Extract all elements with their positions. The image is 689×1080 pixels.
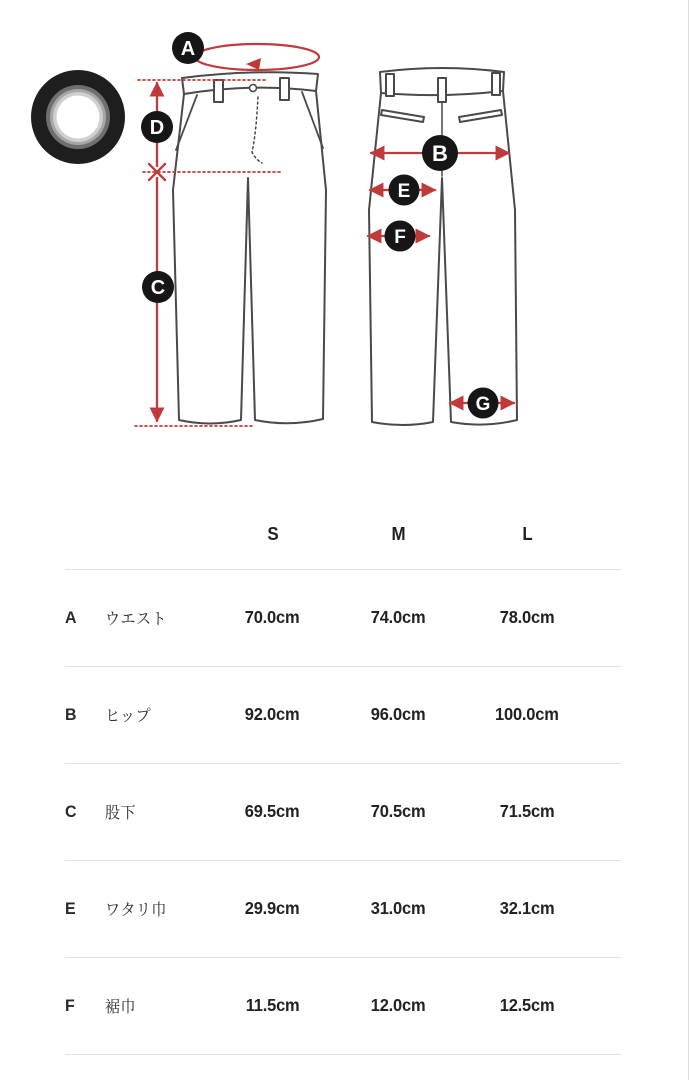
measure-badge-e: [389, 175, 420, 206]
fabric-roll-icon: [31, 70, 125, 164]
measure-value: 78.0cm: [499, 607, 555, 627]
measurement-diagram: [0, 0, 689, 460]
measure-value: 11.5cm: [245, 995, 300, 1015]
measure-value: 32.1cm: [499, 898, 555, 918]
table-row-inseam: [65, 763, 621, 860]
svg-text:C: C: [150, 277, 166, 299]
measure-key: C: [65, 801, 77, 821]
value-cell-s: [210, 860, 335, 957]
svg-text:A: A: [180, 38, 196, 60]
measure-key-cell: [65, 666, 105, 763]
measure-badge-g: [468, 388, 499, 419]
value-cell-l: [461, 763, 593, 860]
measure-value: 29.9cm: [245, 898, 300, 918]
header-spacer-cell: [105, 500, 210, 569]
measure-badge-f: [385, 221, 416, 252]
front-belt-loop-left: [214, 80, 223, 102]
measure-badge-c: [142, 271, 174, 303]
svg-text:E: E: [397, 181, 411, 202]
measure-badge-a: [172, 32, 204, 64]
measure-value: 74.0cm: [370, 607, 426, 627]
row-spacer-cell: [593, 860, 621, 957]
measure-value: 69.5cm: [245, 801, 300, 821]
front-pants-body: [173, 91, 326, 424]
measure-key: B: [65, 704, 77, 724]
size-column-label: M: [391, 523, 405, 544]
value-cell-m: [335, 569, 461, 666]
header-spacer-cell: [593, 500, 621, 569]
size-column-label: L: [521, 523, 533, 544]
measure-key-cell: [65, 569, 105, 666]
svg-text:D: D: [149, 117, 165, 139]
measure-value: 71.5cm: [499, 801, 555, 821]
measure-value: 12.5cm: [499, 995, 555, 1015]
measure-name: ヒップ: [105, 708, 152, 725]
table-row-hip: [65, 666, 621, 763]
waist-button: [250, 85, 257, 92]
measure-name: ウエスト: [105, 611, 168, 628]
table-row-hem-width: [65, 957, 621, 1054]
size-column-header-s: [210, 500, 335, 569]
measure-name-cell: [105, 860, 210, 957]
measure-key-cell: [65, 763, 105, 860]
measure-badge-b: [422, 135, 458, 171]
measure-name-cell: [105, 569, 210, 666]
value-cell-s: [210, 957, 335, 1054]
value-cell-l: [461, 666, 593, 763]
measure-key-cell: [65, 860, 105, 957]
measure-key: A: [65, 607, 77, 627]
front-belt-loop-right: [280, 78, 289, 100]
row-spacer-cell: [593, 763, 621, 860]
back-belt-loop-right: [492, 73, 500, 95]
value-cell-s: [210, 763, 335, 860]
measure-value: 31.0cm: [370, 898, 426, 918]
measure-name-cell: [105, 957, 210, 1054]
value-cell-l: [461, 860, 593, 957]
measure-value: 12.0cm: [370, 995, 426, 1015]
value-cell-m: [335, 860, 461, 957]
measure-name-cell: [105, 763, 210, 860]
value-cell-l: [461, 957, 593, 1054]
header-spacer-cell: [65, 500, 105, 569]
measure-name: 股下: [105, 805, 137, 822]
value-cell-m: [335, 666, 461, 763]
row-spacer-cell: [593, 957, 621, 1054]
size-header-row: [65, 500, 621, 569]
front-pants-diagram: [173, 72, 326, 423]
row-spacer-cell: [593, 666, 621, 763]
svg-text:G: G: [475, 394, 491, 415]
measure-name: ワタリ巾: [105, 902, 167, 919]
measure-value: 70.0cm: [245, 607, 300, 627]
measure-value: 100.0cm: [495, 704, 559, 724]
svg-text:F: F: [394, 227, 406, 248]
measure-value: 96.0cm: [370, 704, 426, 724]
value-cell-m: [335, 763, 461, 860]
measure-name: 裾巾: [105, 999, 137, 1016]
measure-value: 70.5cm: [370, 801, 426, 821]
measure-key: F: [65, 995, 75, 1015]
svg-text:B: B: [432, 141, 448, 166]
value-cell-m: [335, 957, 461, 1054]
measure-name-cell: [105, 666, 210, 763]
size-column-header-l: [461, 500, 593, 569]
value-cell-s: [210, 666, 335, 763]
table-row-waist: [65, 569, 621, 666]
size-column-label: S: [266, 523, 279, 544]
roll-core: [57, 96, 100, 139]
table-row-thigh-width: [65, 860, 621, 957]
value-cell-l: [461, 569, 593, 666]
measure-key: E: [65, 898, 76, 918]
waist-ellipse-arrowhead: [246, 58, 261, 70]
value-cell-s: [210, 569, 335, 666]
back-belt-loop-center: [438, 78, 446, 102]
measure-value: 92.0cm: [245, 704, 300, 724]
measure-key-cell: [65, 957, 105, 1054]
row-spacer-cell: [593, 569, 621, 666]
size-column-header-m: [335, 500, 461, 569]
measure-badge-d: [141, 111, 173, 143]
size-chart-table: [65, 500, 621, 1055]
back-belt-loop-left: [386, 74, 394, 96]
